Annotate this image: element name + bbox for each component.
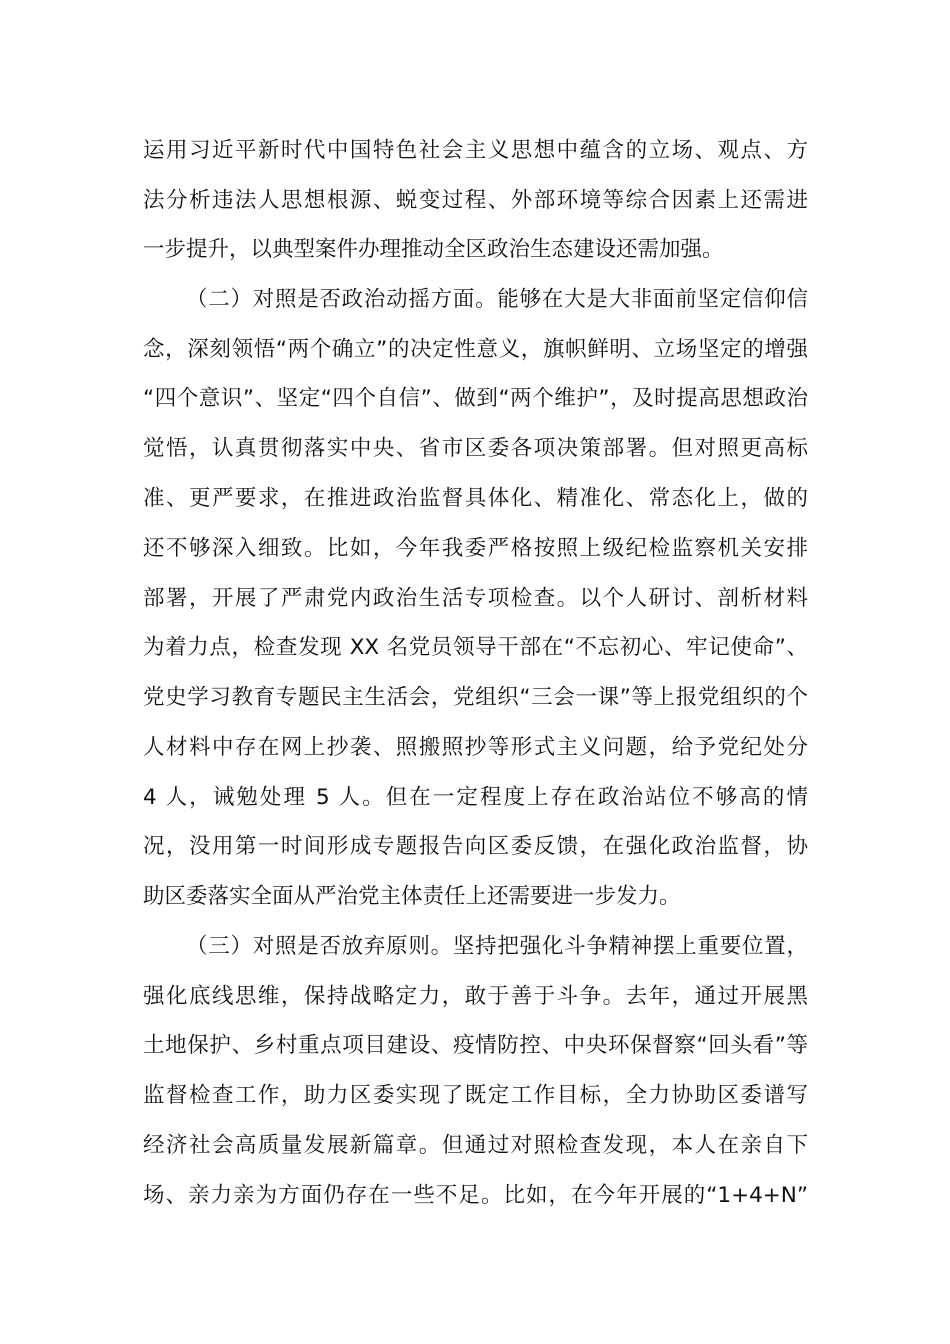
text-line: 法分析违法人思想根源、蜕变过程、外部环境等综合因素上还需进 xyxy=(143,188,808,213)
text-line: 党史学习教育专题民主生活会，党组织“三会一课”等上报党组织的个 xyxy=(143,685,808,710)
text-line: 况，没用第一时间形成专题报告向区委反馈，在强化政治监督，协 xyxy=(143,834,808,859)
text-line: 部署，开展了严肃党内政治生活专项检查。以个人研讨、剖析材料 xyxy=(143,586,808,611)
text-line: 还不够深入细致。比如，今年我委严格按照上级纪检监察机关安排 xyxy=(143,536,808,561)
paragraph-heading-line: （二）对照是否政治动摇方面。能够在大是大非面前坚定信仰信 xyxy=(186,287,808,312)
text-line: 4 人，诫勉处理 5 人。但在一定程度上存在政治站位不够高的情 xyxy=(143,785,808,810)
text-line: 强化底线思维，保持战略定力，敢于善于斗争。去年，通过开展黑 xyxy=(143,984,808,1009)
text-line: 监督检查工作，助力区委实现了既定工作目标，全力协助区委谱写 xyxy=(143,1083,808,1108)
text-line: 觉悟，认真贯彻落实中央、省市区委各项决策部署。但对照更高标 xyxy=(143,436,808,461)
text-line: 准、更严要求，在推进政治监督具体化、精准化、常态化上，做的 xyxy=(143,486,808,511)
text-line: 运用习近平新时代中国特色社会主义思想中蕴含的立场、观点、方 xyxy=(143,138,808,163)
text-line: 为着力点，检查发现 XX 名党员领导干部在“不忘初心、牢记使命”、 xyxy=(143,635,808,660)
text-line: 场、亲力亲为方面仍存在一些不足。比如，在今年开展的“1+4+N” xyxy=(143,1183,808,1208)
text-line: 一步提升，以典型案件办理推动全区政治生态建设还需加强。 xyxy=(143,237,724,262)
text-line: 土地保护、乡村重点项目建设、疫情防控、中央环保督察“回头看”等 xyxy=(143,1033,808,1058)
text-line: 经济社会高质量发展新篇章。但通过对照检查发现，本人在亲自下 xyxy=(143,1133,808,1158)
paragraph-heading-line: （三）对照是否放弃原则。坚持把强化斗争精神摆上重要位置， xyxy=(186,934,808,959)
text-line: “四个意识”、坚定“四个自信”、做到“两个维护”，及时提高思想政治 xyxy=(143,386,808,411)
text-line: 助区委落实全面从严治党主体责任上还需要进一步发力。 xyxy=(143,884,681,909)
text-line: 念，深刻领悟“两个确立”的决定性意义，旗帜鲜明、立场坚定的增强 xyxy=(143,337,808,362)
text-line: 人材料中存在网上抄袭、照搬照抄等形式主义问题，给予党纪处分 xyxy=(143,735,808,760)
